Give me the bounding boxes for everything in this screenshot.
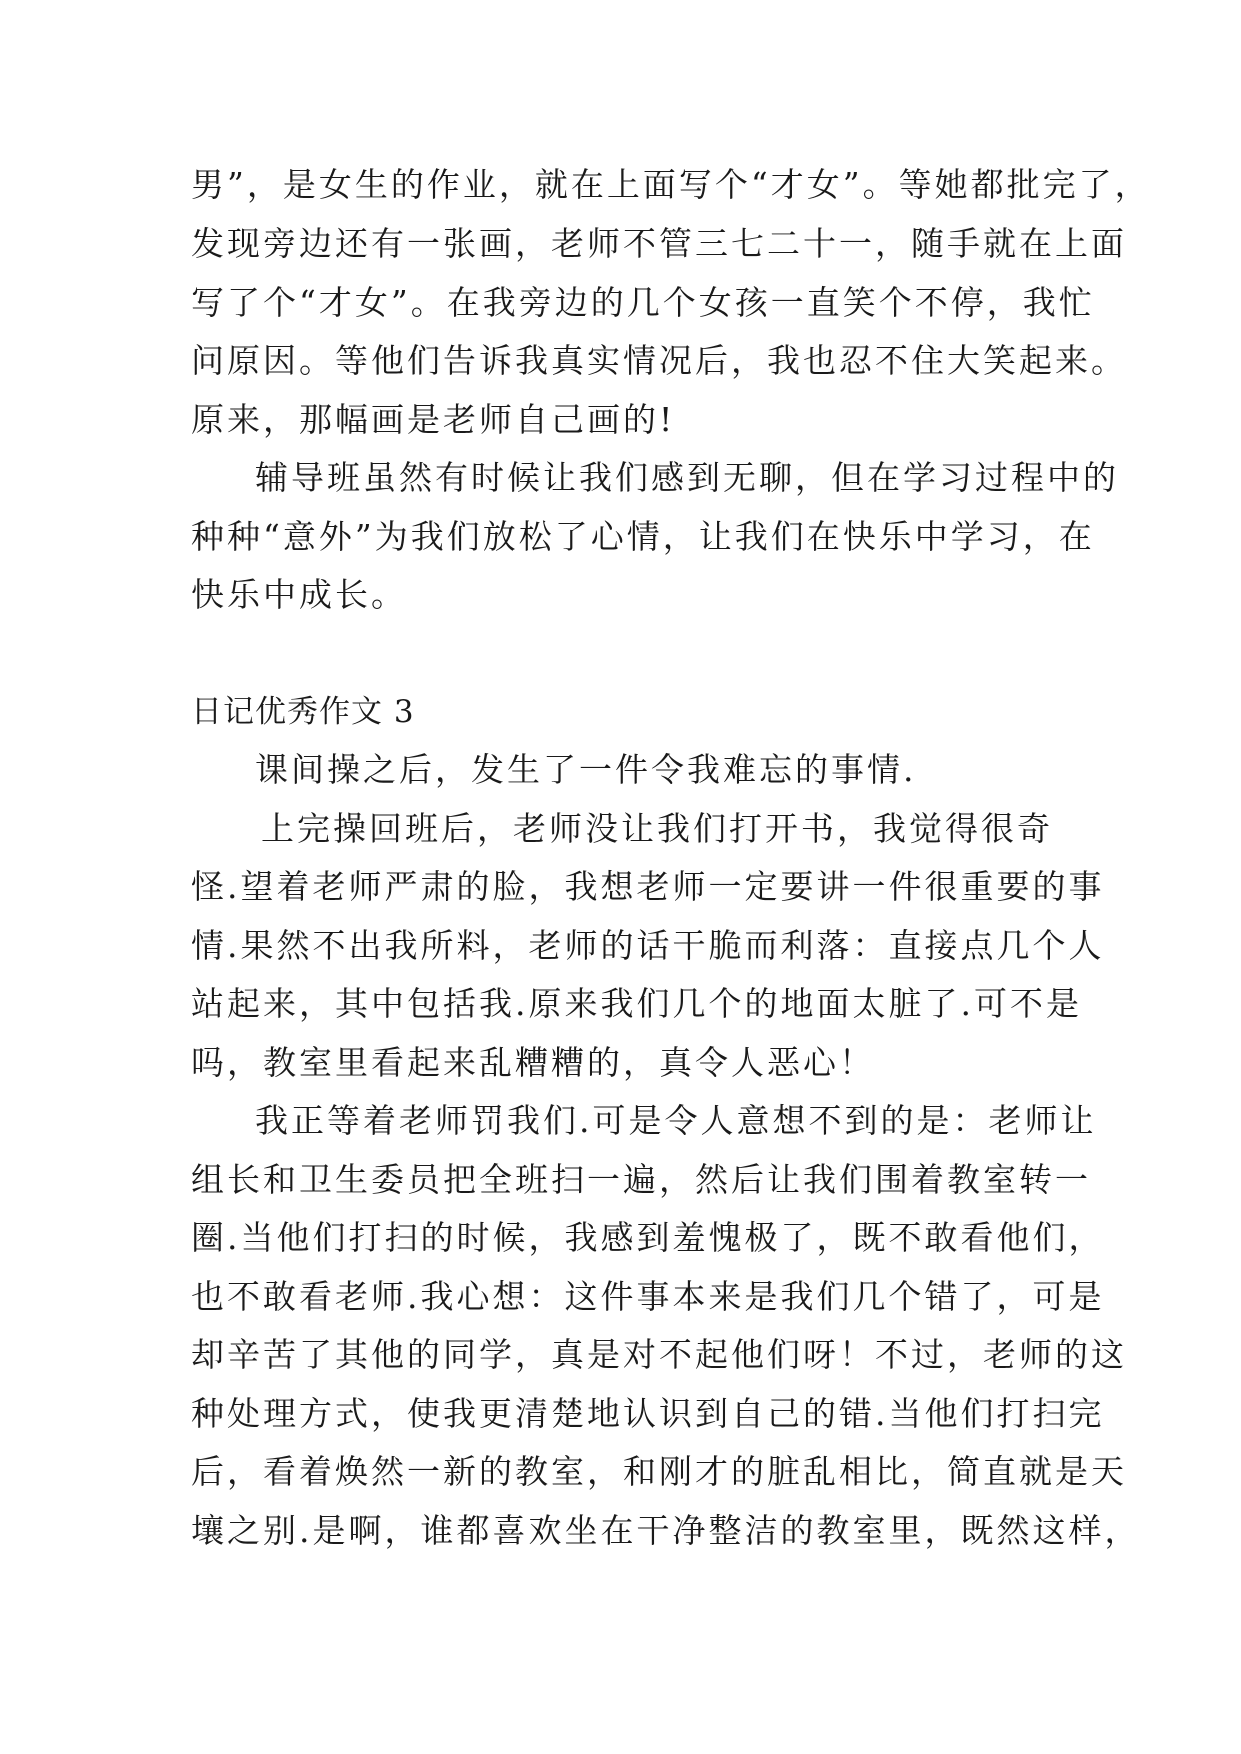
paragraph-line: 辅导班虽然有时候让我们感到无聊，但在学习过程中的 bbox=[255, 458, 1119, 497]
paragraph-line: 站起来，其中包括我.原来我们几个的地面太脏了.可不是 bbox=[191, 984, 1082, 1023]
paragraph-line: 我正等着老师罚我们.可是令人意想不到的是：老师让 bbox=[255, 1101, 1097, 1140]
paragraph-line: 问原因。等他们告诉我真实情况后，我也忍不住大笑起来。 bbox=[191, 341, 1127, 380]
paragraph-line: 上完操回班后，老师没让我们打开书，我觉得很奇 bbox=[261, 809, 1053, 848]
paragraph-line: 组长和卫生委员把全班扫一遍，然后让我们围着教室转一 bbox=[191, 1160, 1091, 1199]
paragraph-line: 写了个“才女”。在我旁边的几个女孩一直笑个不停，我忙 bbox=[191, 283, 1095, 322]
paragraph-line: 种种“意外”为我们放松了心情，让我们在快乐中学习，在 bbox=[191, 517, 1095, 556]
essay-heading: 日记优秀作文 3 bbox=[191, 694, 415, 730]
paragraph-line: 壤之别.是啊，谁都喜欢坐在干净整洁的教室里，既然这样， bbox=[191, 1511, 1141, 1550]
paragraph-line: 吗，教室里看起来乱糟糟的，真令人恶心！ bbox=[191, 1043, 875, 1082]
paragraph-line: 发现旁边还有一张画，老师不管三七二十一，随手就在上面 bbox=[191, 224, 1127, 263]
paragraph-line: 情.果然不出我所料，老师的话干脆而利落：直接点几个人 bbox=[191, 926, 1105, 965]
paragraph-line: 怪.望着老师严肃的脸，我想老师一定要讲一件很重要的事 bbox=[191, 867, 1105, 906]
paragraph-line: 种处理方式，使我更清楚地认识到自己的错.当他们打扫完 bbox=[191, 1394, 1105, 1433]
paragraph-line: 课间操之后，发生了一件令我难忘的事情. bbox=[255, 750, 917, 789]
paragraph-line: 男”，是女生的作业，就在上面写个“才女”。等她都批完了， bbox=[191, 165, 1151, 204]
paragraph-line: 后，看着焕然一新的教室，和刚才的脏乱相比，简直就是天 bbox=[191, 1452, 1127, 1491]
paragraph-line: 圈.当他们打扫的时候，我感到羞愧极了，既不敢看他们， bbox=[191, 1218, 1105, 1257]
paragraph-line: 快乐中成长。 bbox=[191, 575, 407, 614]
paragraph-line: 原来，那幅画是老师自己画的! bbox=[191, 400, 676, 439]
paragraph-line: 却辛苦了其他的同学，真是对不起他们呀！不过，老师的这 bbox=[191, 1335, 1127, 1374]
paragraph-line: 也不敢看老师.我心想：这件事本来是我们几个错了，可是 bbox=[191, 1277, 1105, 1316]
